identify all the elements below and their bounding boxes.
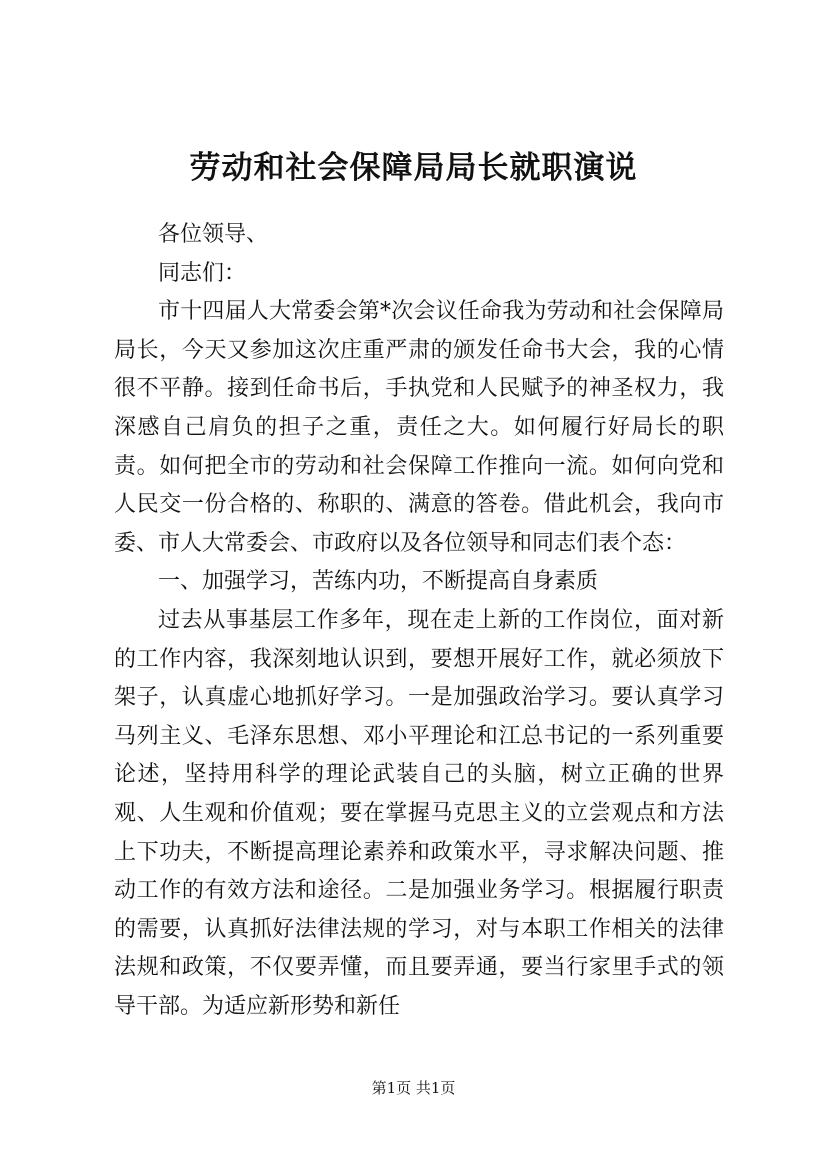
title-spacer [114, 166, 724, 191]
body-paragraph: 市十四届人大常委会第*次会议任命我为劳动和社会保障局局长，今天又参加这次庄重严肃的颁发任命书大会，我的心情很不平静。接到任命书后，手执党和人民赋予的神圣权力，我深感自己肩负的担子之重，责任之大。如何履行好局长的职责。如何把全市的劳动和社会保障工作推向一流。如何向党和人民交一份合格的、称职的、满意的答卷。借此机会，我向市委、市人大常委会、市政府以及各位领导和同志们表个态： [114, 299, 724, 556]
page-footer: 第1页 共1页 [371, 1079, 456, 1097]
section-heading: 一、加强学习，苦练内功，不断提高自身素质 [158, 569, 599, 595]
page-title: 劳动和社会保障局局长就职演说 [189, 150, 638, 186]
document-body [114, 166, 724, 1026]
salutation-line: 各位领导、 [158, 222, 269, 247]
salutation-line: 同志们： [158, 260, 247, 286]
title-spacer [114, 191, 724, 216]
body-paragraph: 过去从事基层工作多年，现在走上新的工作岗位，面对新的工作内容，我深刻地认识到，要想开展好工作，就必须放下架子，认真虚心地抓好学习。一是加强政治学习。要认真学习马列主义、毛泽东思想、邓小平理论和江总书记的一系列重要论述，坚持用科学的理论武装自己的头脑，树立正确的世界观、人生观和价值观；要在掌握马克思主义的立尝观点和方法上下功夫，不断提高理论素养和政策水平，寻求解决问题、推动工作的有效方法和途径。二是加强业务学习。根据履行职责的需要，认真抓好法律法规的学习，对与本职工作相关的法律法规和政策，不仅要弄懂，而且要弄通，要当行家里手式的领导干部。为适应新形势和新任 [114, 607, 724, 1019]
